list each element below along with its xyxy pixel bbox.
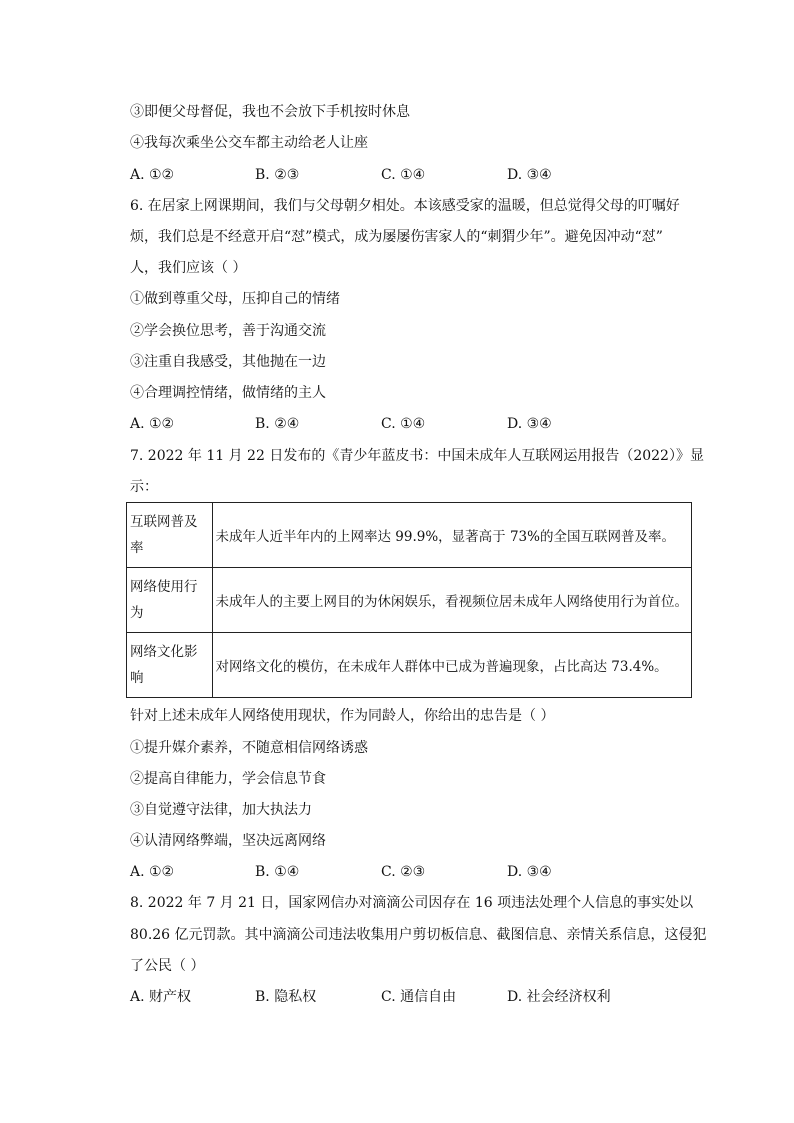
q7-option-c: C. ②③ [381, 864, 426, 880]
q6-statement-4: ④合理调控情绪，做情绪的主人 [130, 385, 326, 401]
q7-statement-3: ③自觉遵守法律，加大执法力 [130, 802, 312, 818]
q6-statement-1: ①做到尊重父母，压抑自己的情绪 [130, 291, 340, 307]
q7-question: 针对上述未成年人网络使用现状，作为同龄人，你给出的忠告是（ ） [130, 708, 555, 724]
q7-stem-line-2: 示： [130, 479, 158, 495]
q7-stats-table [126, 502, 692, 698]
q6-option-c: C. ①④ [381, 416, 426, 432]
q6-option-b: B. ②④ [255, 416, 300, 432]
q5-option-b: B. ②③ [255, 167, 300, 183]
table-value-cell: 未成年人近半年内的上网率达 99.9%，显著高于 73%的全国互联网普及率。 [212, 503, 692, 568]
q8-option-b: B. 隐私权 [255, 989, 317, 1005]
q5-option-a: A. ①② [130, 167, 175, 183]
q6-statement-3: ③注重自我感受，其他抛在一边 [130, 354, 326, 370]
q6-stem-line-1: 6. 在居家上网课期间，我们与父母朝夕相处。本该感受家的温暖，但总觉得父母的叮嘱好 [130, 198, 680, 214]
q7-statement-1: ①提升媒介素养，不随意相信网络诱惑 [130, 740, 368, 756]
q6-options [130, 415, 690, 433]
table-value-cell: 对网络文化的模仿，在未成年人群体中已成为普遍现象，占比高达 73.4%。 [212, 633, 692, 698]
table-row [127, 568, 692, 633]
q8-option-a: A. 财产权 [130, 989, 192, 1005]
q5-options [130, 166, 690, 184]
table-value-cell: 未成年人的主要上网目的为休闲娱乐，看视频位居未成年人网络使用行为首位。 [212, 568, 692, 633]
q7-option-d: D. ③④ [507, 864, 552, 880]
q5-option-d: D. ③④ [507, 167, 552, 183]
q6-option-a: A. ①② [130, 416, 175, 432]
q5-option-c: C. ①④ [381, 167, 426, 183]
q7-statement-2: ②提高自律能力，学会信息节食 [130, 771, 326, 787]
q6-option-d: D. ③④ [507, 416, 552, 432]
q7-stem-line-1: 7. 2022 年 11 月 22 日发布的《青少年蓝皮书：中国未成年人互联网运用报告（2022）》显 [130, 448, 704, 464]
table-key-cell: 网络使用行为 [127, 568, 213, 633]
q8-option-c: C. 通信自由 [381, 989, 457, 1005]
q8-stem-line-2: 80.26 亿元罚款。其中滴滴公司违法收集用户剪切板信息、截图信息、亲情关系信息，这侵犯 [130, 927, 707, 943]
q8-stem-line-3: 了公民（ ） [130, 958, 205, 974]
q6-stem-line-3: 人，我们应该（ ） [130, 260, 247, 276]
q8-option-d: D. 社会经济权利 [507, 989, 611, 1005]
q7-options [130, 863, 690, 881]
q8-options [130, 988, 690, 1006]
q6-stem-line-2: 烦，我们总是不经意开启“怼”模式，成为屡屡伤害家人的“刺猬少年”。避免因冲动“怼” [130, 229, 663, 245]
q7-option-a: A. ①② [130, 864, 175, 880]
table-key-cell: 网络文化影响 [127, 633, 213, 698]
q6-statement-2: ②学会换位思考，善于沟通交流 [130, 323, 326, 339]
q7-option-b: B. ①④ [255, 864, 300, 880]
table-key-cell: 互联网普及率 [127, 503, 213, 568]
q5-statement-3: ③即便父母督促，我也不会放下手机按时休息 [130, 104, 410, 120]
q8-stem-line-1: 8. 2022 年 7 月 21 日，国家网信办对滴滴公司因存在 16 项违法处理个人信息的事实处以 [130, 895, 694, 911]
q7-statement-4: ④认清网络弊端，坚决远离网络 [130, 833, 326, 849]
table-row [127, 503, 692, 568]
table-row [127, 633, 692, 698]
q5-statement-4: ④我每次乘坐公交车都主动给老人让座 [130, 135, 368, 151]
